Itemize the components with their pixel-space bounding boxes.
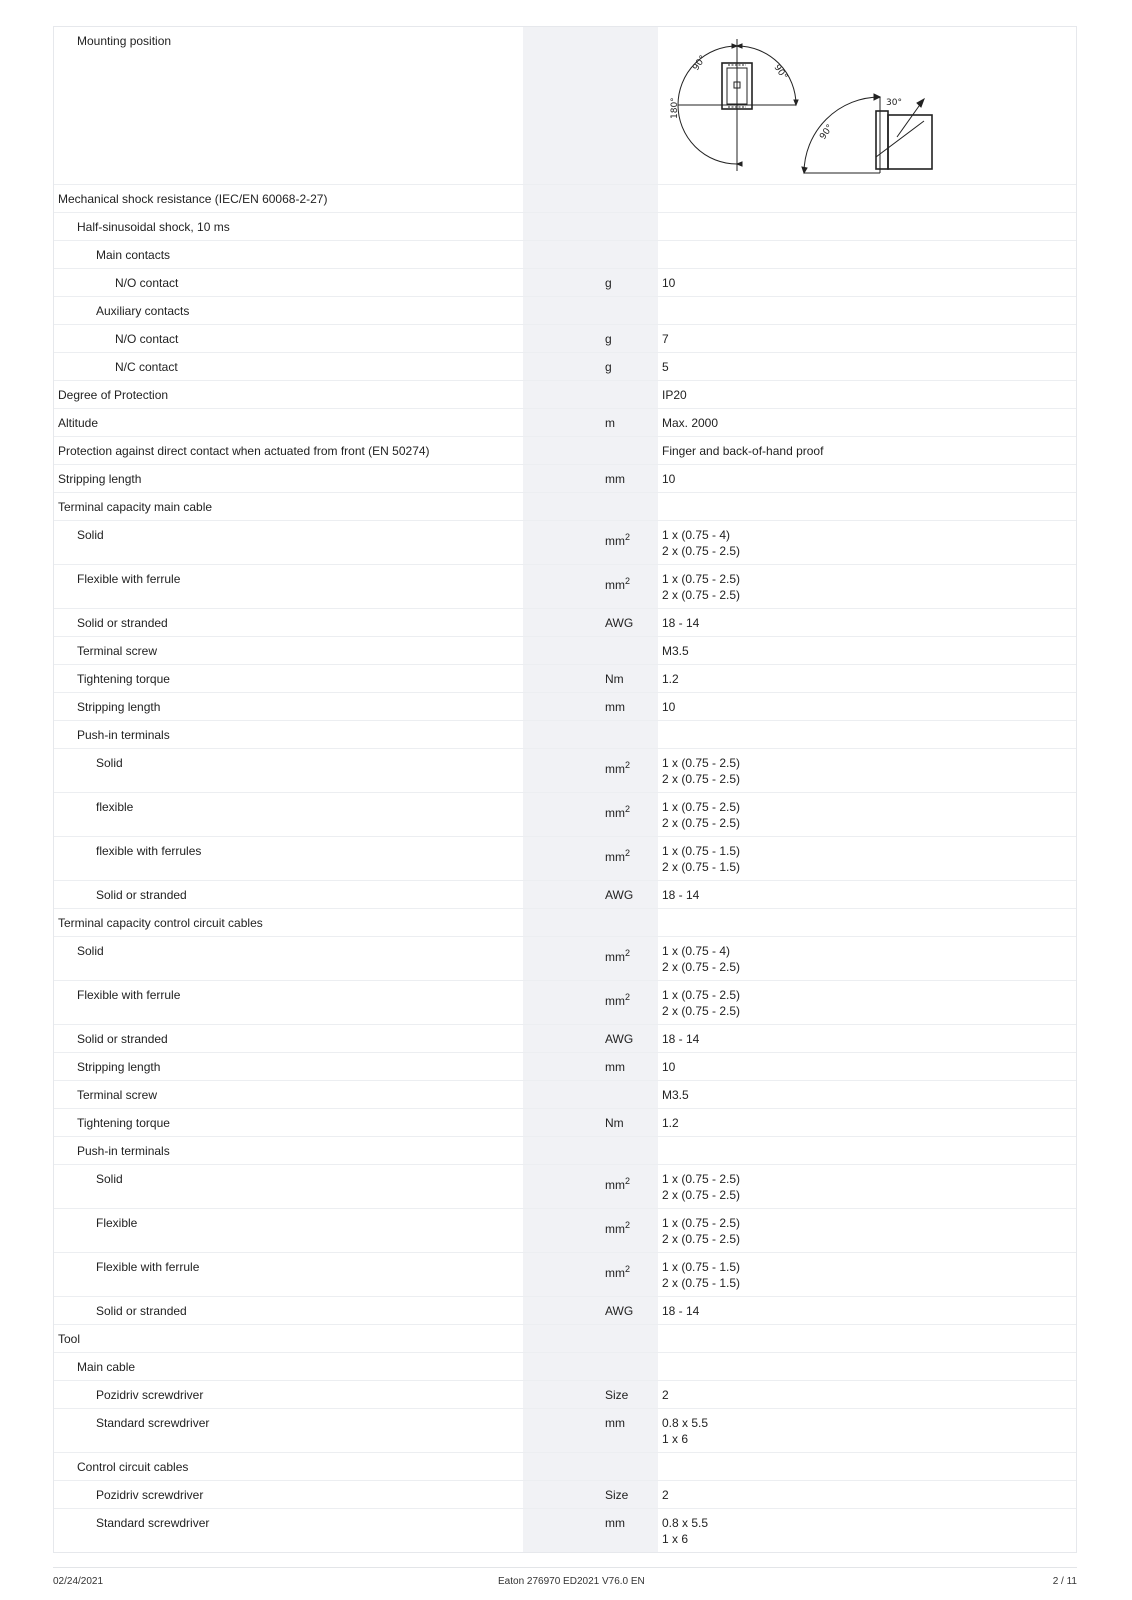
spec-value xyxy=(658,1453,1076,1481)
unit-superscript: 2 xyxy=(625,992,631,1002)
unit-base: mm xyxy=(605,950,625,964)
angle-label-tilt: 30° xyxy=(886,98,902,108)
spec-label: N/C contact xyxy=(115,360,178,374)
spec-row xyxy=(54,1353,1076,1381)
spec-label: Solid or stranded xyxy=(96,1304,187,1318)
spec-value xyxy=(658,1165,1076,1209)
spec-label: flexible with ferrules xyxy=(96,844,202,858)
value-line: 1 x (0.75 - 4) xyxy=(662,528,731,542)
value-line: 10 xyxy=(662,700,676,714)
value-line: 2 x (0.75 - 2.5) xyxy=(662,544,741,558)
spec-value xyxy=(658,381,1076,409)
spec-label: Mounting position xyxy=(77,34,172,48)
spec-value xyxy=(658,213,1076,241)
value-line: 10 xyxy=(662,276,676,290)
value-line: 18 - 14 xyxy=(662,1304,700,1318)
value-line: 1.2 xyxy=(662,1116,679,1130)
angle-label-right-top: 90° xyxy=(771,62,789,82)
spec-table xyxy=(53,26,1077,1553)
spec-label: Terminal capacity main cable xyxy=(58,500,213,514)
footer-page-number: 2 / 11 xyxy=(1052,1576,1077,1587)
spec-value xyxy=(658,1109,1076,1137)
value-line: Max. 2000 xyxy=(662,416,719,430)
value-line: 10 xyxy=(662,1060,676,1074)
spec-label: Flexible xyxy=(96,1216,138,1230)
angle-label-left-top: 90° xyxy=(691,53,709,73)
spec-unit xyxy=(523,981,658,1025)
unit-superscript: 2 xyxy=(625,804,631,814)
unit-base: g xyxy=(605,332,612,346)
value-line: Finger and back-of-hand proof xyxy=(662,444,824,458)
spec-value xyxy=(658,881,1076,909)
value-line: 2 x (0.75 - 2.5) xyxy=(662,1004,741,1018)
spec-label: Half-sinusoidal shock, 10 ms xyxy=(77,220,230,234)
spec-unit xyxy=(523,269,658,297)
spec-row xyxy=(54,981,1076,1025)
spec-unit xyxy=(523,1509,658,1553)
spec-value xyxy=(658,1353,1076,1381)
spec-label: Push-in terminals xyxy=(77,728,170,742)
unit-base: Nm xyxy=(605,1116,624,1130)
spec-value xyxy=(658,493,1076,521)
spec-value xyxy=(658,241,1076,269)
spec-unit xyxy=(523,521,658,565)
spec-label: Main cable xyxy=(77,1360,136,1374)
unit-text xyxy=(605,761,630,777)
spec-value xyxy=(658,1409,1076,1453)
spec-value xyxy=(658,521,1076,565)
spec-row xyxy=(54,837,1076,881)
value-line: 0.8 x 5.5 xyxy=(662,1416,709,1430)
spec-row xyxy=(54,749,1076,793)
spec-label: Pozidriv screwdriver xyxy=(96,1388,204,1402)
spec-value xyxy=(658,937,1076,981)
spec-row xyxy=(54,1381,1076,1409)
spec-row xyxy=(54,721,1076,749)
spec-unit xyxy=(523,1481,658,1509)
spec-value xyxy=(658,693,1076,721)
spec-value xyxy=(658,665,1076,693)
spec-value xyxy=(658,609,1076,637)
value-line: 2 xyxy=(662,1388,669,1402)
spec-value xyxy=(658,325,1076,353)
spec-unit xyxy=(523,1025,658,1053)
spec-unit xyxy=(523,185,658,213)
spec-value xyxy=(658,27,1076,185)
unit-base: AWG xyxy=(605,616,634,630)
spec-label: N/O contact xyxy=(115,332,179,346)
spec-value xyxy=(658,565,1076,609)
spec-label: Push-in terminals xyxy=(77,1144,170,1158)
spec-label: N/O contact xyxy=(115,276,179,290)
value-line: 2 x (0.75 - 2.5) xyxy=(662,816,741,830)
value-line: 1.2 xyxy=(662,672,679,686)
spec-value xyxy=(658,721,1076,749)
spec-row xyxy=(54,793,1076,837)
spec-label: Stripping length xyxy=(77,700,161,714)
value-line: M3.5 xyxy=(662,644,689,658)
spec-label: Altitude xyxy=(58,416,99,430)
spec-label: Flexible with ferrule xyxy=(96,1260,200,1274)
spec-row xyxy=(54,521,1076,565)
unit-base: Size xyxy=(605,1388,629,1402)
unit-base: mm xyxy=(605,578,625,592)
unit-text xyxy=(605,1116,624,1130)
value-line: 1 x (0.75 - 2.5) xyxy=(662,572,741,586)
spec-row xyxy=(54,665,1076,693)
spec-row xyxy=(54,465,1076,493)
spec-label: Standard screwdriver xyxy=(96,1516,210,1530)
spec-label: Pozidriv screwdriver xyxy=(96,1488,204,1502)
unit-text xyxy=(605,577,630,593)
spec-value xyxy=(658,1209,1076,1253)
spec-row xyxy=(54,909,1076,937)
spec-row xyxy=(54,297,1076,325)
spec-unit xyxy=(523,437,658,465)
spec-unit xyxy=(523,1053,658,1081)
spec-unit xyxy=(523,381,658,409)
unit-base: AWG xyxy=(605,1304,634,1318)
unit-text xyxy=(605,472,625,486)
value-line: 7 xyxy=(662,332,669,346)
unit-text xyxy=(605,1488,628,1502)
spec-row xyxy=(54,269,1076,297)
unit-text xyxy=(605,1265,630,1281)
spec-unit xyxy=(523,409,658,437)
spec-row xyxy=(54,1025,1076,1053)
unit-text xyxy=(605,888,633,902)
unit-base: mm xyxy=(605,1266,625,1280)
unit-base: mm xyxy=(605,850,625,864)
spec-label: Terminal screw xyxy=(77,1088,158,1102)
unit-text xyxy=(605,1032,633,1046)
page-footer xyxy=(53,1567,1077,1598)
spec-value xyxy=(658,749,1076,793)
unit-text xyxy=(605,533,630,549)
spec-label: Stripping length xyxy=(58,472,142,486)
unit-text xyxy=(605,616,633,630)
spec-row xyxy=(54,693,1076,721)
unit-text xyxy=(605,1516,625,1530)
spec-label: Tightening torque xyxy=(77,1116,170,1130)
spec-row xyxy=(54,1509,1076,1553)
footer-date: 02/24/2021 xyxy=(53,1576,104,1587)
unit-text xyxy=(605,1304,633,1318)
spec-label: Solid xyxy=(96,1172,123,1186)
unit-text xyxy=(605,1221,630,1237)
spec-unit xyxy=(523,1253,658,1297)
unit-base: AWG xyxy=(605,1032,634,1046)
spec-row xyxy=(54,437,1076,465)
unit-base: mm xyxy=(605,806,625,820)
unit-text xyxy=(605,993,630,1009)
value-line: 1 x (0.75 - 2.5) xyxy=(662,800,741,814)
spec-row xyxy=(54,1325,1076,1353)
spec-unit xyxy=(523,213,658,241)
unit-base: mm xyxy=(605,1222,625,1236)
unit-base: mm xyxy=(605,994,625,1008)
spec-row xyxy=(54,381,1076,409)
spec-label: Tool xyxy=(58,1332,81,1346)
spec-row xyxy=(54,1253,1076,1297)
value-line: 18 - 14 xyxy=(662,616,700,630)
spec-unit xyxy=(523,909,658,937)
spec-label: Flexible with ferrule xyxy=(77,572,181,586)
unit-superscript: 2 xyxy=(625,1264,631,1274)
value-line: 0.8 x 5.5 xyxy=(662,1516,709,1530)
spec-unit xyxy=(523,609,658,637)
spec-unit xyxy=(523,881,658,909)
unit-superscript: 2 xyxy=(625,948,631,958)
value-line: 10 xyxy=(662,472,676,486)
spec-unit xyxy=(523,1109,658,1137)
value-line: 2 x (0.75 - 2.5) xyxy=(662,588,741,602)
spec-label: Solid or stranded xyxy=(77,1032,168,1046)
unit-superscript: 2 xyxy=(625,1176,631,1186)
unit-superscript: 2 xyxy=(625,760,631,770)
spec-unit xyxy=(523,565,658,609)
value-line: 2 x (0.75 - 2.5) xyxy=(662,772,741,786)
spec-unit xyxy=(523,937,658,981)
spec-unit xyxy=(523,493,658,521)
spec-row xyxy=(54,493,1076,521)
spec-label: flexible xyxy=(96,800,134,814)
footer-document-id: Eaton 276970 ED2021 V76.0 EN xyxy=(498,1576,645,1587)
spec-unit xyxy=(523,325,658,353)
value-line: 2 x (0.75 - 2.5) xyxy=(662,1232,741,1246)
spec-label: Terminal screw xyxy=(77,644,158,658)
spec-row xyxy=(54,353,1076,381)
mounting-position-diagram xyxy=(662,37,952,177)
spec-value xyxy=(658,1509,1076,1553)
spec-row xyxy=(54,937,1076,981)
spec-label: Standard screwdriver xyxy=(96,1416,210,1430)
spec-row xyxy=(54,1481,1076,1509)
value-line: 1 x (0.75 - 2.5) xyxy=(662,756,741,770)
spec-value xyxy=(658,1053,1076,1081)
unit-text xyxy=(605,849,630,865)
spec-unit xyxy=(523,1325,658,1353)
spec-unit xyxy=(523,1165,658,1209)
unit-base: mm xyxy=(605,1060,625,1074)
spec-label: Protection against direct contact when actuated from front (EN 50274) xyxy=(58,444,430,458)
unit-text xyxy=(605,360,612,374)
spec-row xyxy=(54,1165,1076,1209)
spec-unit xyxy=(523,297,658,325)
unit-text xyxy=(605,1416,625,1430)
spec-label: Auxiliary contacts xyxy=(96,304,190,318)
spec-label: Solid xyxy=(77,944,104,958)
value-line: M3.5 xyxy=(662,1088,689,1102)
spec-unit xyxy=(523,793,658,837)
spec-label: Main contacts xyxy=(96,248,171,262)
unit-base: AWG xyxy=(605,888,634,902)
spec-unit xyxy=(523,665,658,693)
spec-row xyxy=(54,609,1076,637)
spec-value xyxy=(658,1253,1076,1297)
spec-unit xyxy=(523,353,658,381)
spec-value xyxy=(658,1081,1076,1109)
spec-unit xyxy=(523,637,658,665)
value-line: 2 x (0.75 - 1.5) xyxy=(662,1276,741,1290)
spec-value xyxy=(658,1297,1076,1325)
unit-text xyxy=(605,949,630,965)
spec-row xyxy=(54,565,1076,609)
spec-row xyxy=(54,1409,1076,1453)
value-line: 1 x (0.75 - 1.5) xyxy=(662,844,741,858)
spec-unit xyxy=(523,27,658,185)
unit-base: Nm xyxy=(605,672,624,686)
value-line: 1 x (0.75 - 2.5) xyxy=(662,1172,741,1186)
unit-superscript: 2 xyxy=(625,848,631,858)
spec-value xyxy=(658,269,1076,297)
spec-value xyxy=(658,793,1076,837)
value-line: IP20 xyxy=(662,388,687,402)
spec-unit xyxy=(523,693,658,721)
spec-value xyxy=(658,637,1076,665)
spec-value xyxy=(658,1137,1076,1165)
unit-text xyxy=(605,805,630,821)
value-line: 1 x (0.75 - 2.5) xyxy=(662,1216,741,1230)
unit-base: mm xyxy=(605,472,625,486)
spec-label: Mechanical shock resistance (IEC/EN 60068-2-27) xyxy=(58,192,328,206)
spec-row xyxy=(54,1137,1076,1165)
spec-row xyxy=(54,1297,1076,1325)
value-line: 1 x (0.75 - 4) xyxy=(662,944,731,958)
unit-base: g xyxy=(605,360,612,374)
spec-label: Degree of Protection xyxy=(58,388,169,402)
value-line: 1 x (0.75 - 1.5) xyxy=(662,1260,741,1274)
unit-text xyxy=(605,1388,628,1402)
unit-text xyxy=(605,1177,630,1193)
spec-unit xyxy=(523,721,658,749)
angle-label-left-side: 180° xyxy=(670,97,680,119)
value-line: 18 - 14 xyxy=(662,888,700,902)
spec-label: Stripping length xyxy=(77,1060,161,1074)
spec-unit xyxy=(523,1137,658,1165)
spec-unit xyxy=(523,1209,658,1253)
spec-unit xyxy=(523,1297,658,1325)
unit-base: mm xyxy=(605,1516,625,1530)
spec-row xyxy=(54,409,1076,437)
unit-text xyxy=(605,700,625,714)
spec-unit xyxy=(523,465,658,493)
spec-value xyxy=(658,465,1076,493)
spec-unit xyxy=(523,837,658,881)
spec-value xyxy=(658,1381,1076,1409)
value-line: 18 - 14 xyxy=(662,1032,700,1046)
spec-row xyxy=(54,637,1076,665)
spec-row xyxy=(54,185,1076,213)
value-line: 1 x 6 xyxy=(662,1432,689,1446)
spec-row xyxy=(54,241,1076,269)
spec-unit xyxy=(523,1381,658,1409)
value-line: 2 xyxy=(662,1488,669,1502)
value-line: 2 x (0.75 - 2.5) xyxy=(662,1188,741,1202)
value-line: 2 x (0.75 - 1.5) xyxy=(662,860,741,874)
unit-base: Size xyxy=(605,1488,629,1502)
spec-value xyxy=(658,1325,1076,1353)
unit-text xyxy=(605,276,612,290)
spec-row xyxy=(54,1453,1076,1481)
spec-value xyxy=(658,837,1076,881)
unit-base: mm xyxy=(605,700,625,714)
spec-row xyxy=(54,1109,1076,1137)
unit-base: mm xyxy=(605,762,625,776)
spec-row xyxy=(54,1209,1076,1253)
unit-text xyxy=(605,416,615,430)
unit-base: mm xyxy=(605,1178,625,1192)
value-line: 1 x 6 xyxy=(662,1532,689,1546)
spec-label: Solid xyxy=(96,756,123,770)
unit-superscript: 2 xyxy=(625,576,631,586)
spec-unit xyxy=(523,1453,658,1481)
spec-value xyxy=(658,909,1076,937)
spec-table-body xyxy=(54,27,1076,1552)
unit-text xyxy=(605,672,624,686)
spec-label: Terminal capacity control circuit cables xyxy=(58,916,263,930)
unit-superscript: 2 xyxy=(625,1220,631,1230)
spec-value xyxy=(658,437,1076,465)
unit-superscript: 2 xyxy=(625,532,631,542)
spec-value xyxy=(658,185,1076,213)
spec-unit xyxy=(523,1353,658,1381)
spec-unit xyxy=(523,749,658,793)
spec-label: Solid xyxy=(77,528,104,542)
spec-label: Control circuit cables xyxy=(77,1460,189,1474)
unit-base: mm xyxy=(605,534,625,548)
unit-base: g xyxy=(605,276,612,290)
spec-label: Flexible with ferrule xyxy=(77,988,181,1002)
spec-value xyxy=(658,1025,1076,1053)
unit-text xyxy=(605,332,612,346)
value-line: 1 x (0.75 - 2.5) xyxy=(662,988,741,1002)
spec-value xyxy=(658,981,1076,1025)
value-line: 5 xyxy=(662,360,669,374)
spec-row xyxy=(54,213,1076,241)
spec-unit xyxy=(523,1409,658,1453)
unit-text xyxy=(605,1060,625,1074)
spec-row xyxy=(54,1081,1076,1109)
spec-label: Tightening torque xyxy=(77,672,170,686)
spec-row xyxy=(54,1053,1076,1081)
spec-value xyxy=(658,353,1076,381)
unit-base: mm xyxy=(605,1416,625,1430)
spec-unit xyxy=(523,1081,658,1109)
unit-base: m xyxy=(605,416,615,430)
spec-row xyxy=(54,325,1076,353)
spec-value xyxy=(658,1481,1076,1509)
spec-value xyxy=(658,409,1076,437)
spec-row xyxy=(54,27,1076,185)
spec-label: Solid or stranded xyxy=(77,616,168,630)
angle-label-side-view: 90° xyxy=(818,122,836,142)
spec-row xyxy=(54,881,1076,909)
spec-unit xyxy=(523,241,658,269)
value-line: 2 x (0.75 - 2.5) xyxy=(662,960,741,974)
spec-value xyxy=(658,297,1076,325)
spec-label: Solid or stranded xyxy=(96,888,187,902)
